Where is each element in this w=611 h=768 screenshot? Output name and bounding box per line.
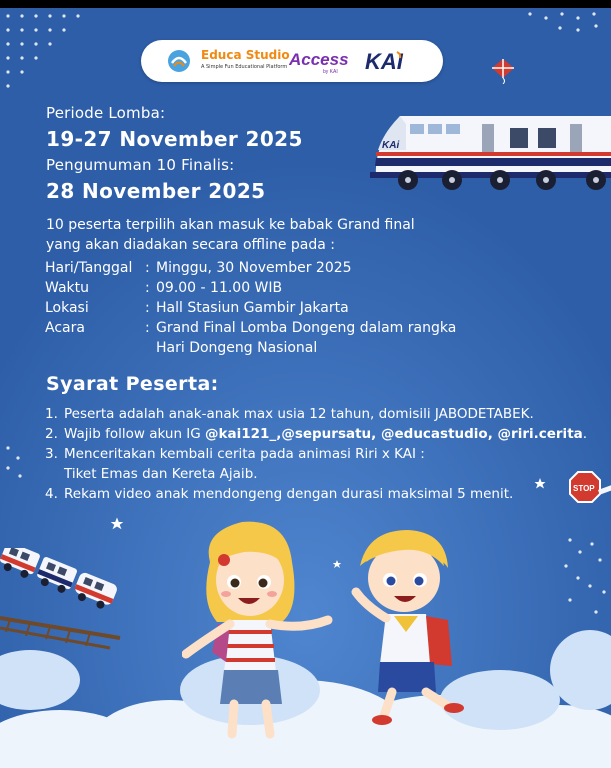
train-kai-label: KAi bbox=[382, 140, 400, 151]
requirement-number: 1. bbox=[45, 406, 58, 422]
detail-key: Acara bbox=[45, 320, 85, 336]
detail-key: Lokasi bbox=[45, 300, 89, 316]
detail-value: Minggu, 30 November 2025 bbox=[156, 260, 352, 276]
kai-logo-text: KAI bbox=[365, 49, 403, 73]
ig-account-riricerita: , @riri.cerita bbox=[487, 426, 583, 442]
stop-sign-text: STOP bbox=[573, 484, 595, 493]
access-logo-text: Access bbox=[289, 50, 349, 69]
pengumuman-value: 28 November 2025 bbox=[46, 179, 266, 203]
boy-character-illustration bbox=[348, 526, 498, 726]
kai-logo bbox=[363, 49, 417, 73]
detail-colon: : bbox=[145, 280, 150, 296]
pengumuman-label: Pengumuman 10 Finalis: bbox=[46, 156, 235, 174]
requirement-text bbox=[64, 426, 587, 442]
partner-logos-pill bbox=[141, 40, 443, 82]
educa-studio-logo-icon bbox=[167, 49, 191, 73]
detail-value: 09.00 - 11.00 WIB bbox=[156, 280, 283, 296]
requirement-period: . bbox=[582, 426, 588, 442]
kite-icon bbox=[490, 58, 516, 84]
access-logo-sub: by KAI bbox=[323, 69, 338, 75]
intro-line-1: 10 peserta terpilih akan masuk ke babak Grand final bbox=[46, 217, 415, 233]
intro-line-2: yang akan diadakan secara offline pada : bbox=[46, 237, 335, 253]
requirement-text: Menceritakan kembali cerita pada animasi Riri x KAI : bbox=[64, 446, 425, 462]
access-by-kai-logo bbox=[289, 49, 355, 75]
educa-studio-name: Educa Studio bbox=[201, 48, 290, 62]
requirement-text: Rekam video anak mendongeng dengan durasi maksimal 5 menit. bbox=[64, 486, 514, 502]
ig-account-kai121: @kai121_ bbox=[205, 426, 277, 442]
ig-account-educastudio: , @educastudio bbox=[371, 426, 488, 442]
detail-colon: : bbox=[145, 320, 150, 336]
detail-key: Waktu bbox=[45, 280, 89, 296]
requirement-text: Peserta adalah anak-anak max usia 12 tahun, domisili JABODETABEK. bbox=[64, 406, 534, 422]
detail-value-cont: Hari Dongeng Nasional bbox=[156, 340, 318, 356]
detail-value: Hall Stasiun Gambir Jakarta bbox=[156, 300, 349, 316]
requirement-text-cont: Tiket Emas dan Kereta Ajaib. bbox=[64, 466, 258, 482]
detail-value: Grand Final Lomba Dongeng dalam rangka bbox=[156, 320, 457, 336]
detail-key: Hari/Tanggal bbox=[45, 260, 133, 276]
detail-colon: : bbox=[145, 260, 150, 276]
detail-colon: : bbox=[145, 300, 150, 316]
stop-sign-icon bbox=[568, 470, 611, 516]
educa-studio-tagline: A Simple Fun Educational Platform bbox=[201, 64, 288, 70]
requirement-number: 2. bbox=[45, 426, 58, 442]
syarat-title: Syarat Peserta: bbox=[46, 373, 219, 395]
periode-value: 19-27 November 2025 bbox=[46, 127, 303, 151]
ig-account-sepursatu: ,@sepursatu bbox=[276, 426, 372, 442]
girl-character-illustration bbox=[182, 512, 342, 742]
periode-label: Periode Lomba: bbox=[46, 104, 166, 122]
train-on-bridge-illustration bbox=[0, 548, 130, 658]
requirement-number: 4. bbox=[45, 486, 58, 502]
requirement-number: 3. bbox=[45, 446, 58, 462]
kai-train-illustration bbox=[370, 106, 611, 194]
requirement-prefix: Wajib follow akun IG bbox=[64, 426, 206, 442]
